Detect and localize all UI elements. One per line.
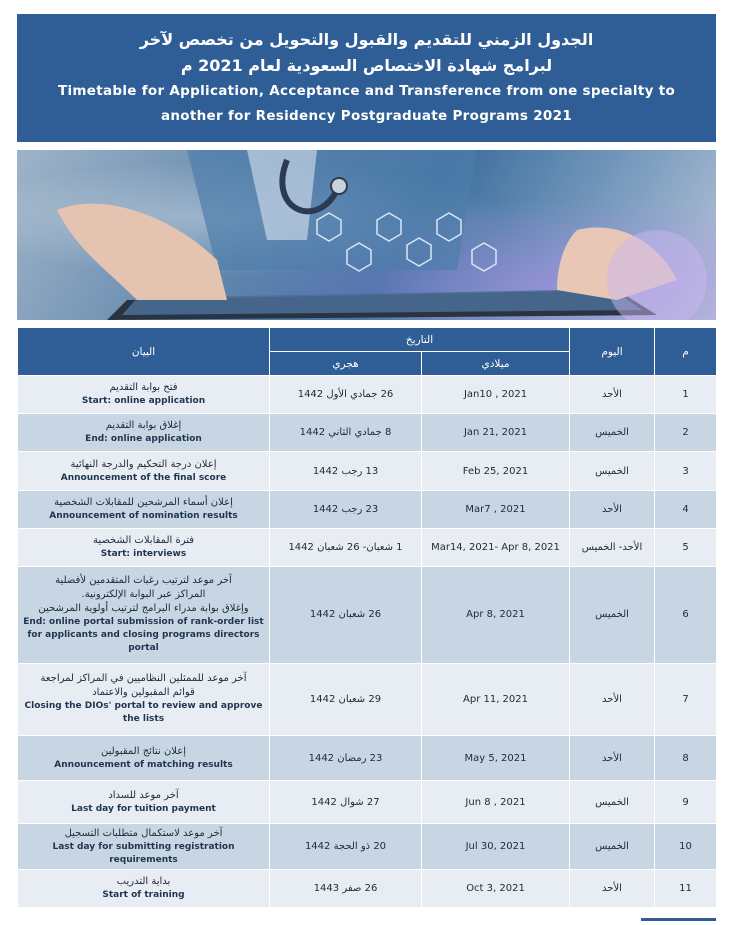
description-arabic: فتح بوابة التقديم bbox=[109, 382, 178, 394]
timetable bbox=[17, 327, 717, 908]
gregorian-date: Jan 21, 2021 bbox=[422, 414, 570, 452]
hijri-date: 1 شعبان- 26 شعبان 1442 bbox=[270, 528, 422, 566]
description-english: End: online portal submission of rank-order list for applicants and closing programs directors portal bbox=[23, 617, 264, 654]
title-arabic-line1: الجدول الزمني للتقديم والقبول والتحويل من تخصص لآخر bbox=[139, 30, 594, 49]
header-statement: البيان bbox=[18, 328, 270, 376]
hijri-date: 8 جمادي الثاني 1442 bbox=[270, 414, 422, 452]
description-arabic: آخر موعد لترتيب رغبات المتقدمين لأفضلية المراكز عبر البوابة الإلكترونية. وإغلاق بوابة مدراء البرامج لترتيب أولوية المرشحين bbox=[38, 575, 249, 615]
row-number: 8 bbox=[655, 735, 717, 780]
description-arabic: فترة المقابلات الشخصية bbox=[92, 534, 195, 546]
table-row bbox=[18, 528, 717, 566]
table-row bbox=[18, 567, 717, 664]
day: الخميس bbox=[570, 452, 655, 490]
table-row bbox=[18, 781, 717, 824]
header-day: اليوم bbox=[570, 328, 655, 376]
footer-accent-line bbox=[641, 918, 716, 921]
description-english: Closing the DIOs' portal to review and approve the lists bbox=[24, 701, 263, 725]
hijri-date: 20 ذو الحجة 1442 bbox=[270, 824, 422, 869]
gregorian-date: May 5, 2021 bbox=[422, 735, 570, 780]
table-row bbox=[18, 414, 717, 452]
gregorian-date: Jan10 , 2021 bbox=[422, 376, 570, 414]
row-number: 1 bbox=[655, 376, 717, 414]
header-date: التاريخ bbox=[270, 328, 570, 352]
description-english: Announcement of matching results bbox=[54, 759, 233, 770]
row-number: 9 bbox=[655, 781, 717, 824]
description-arabic: إعلان نتائج المقبولين bbox=[100, 745, 187, 757]
title-english-line1: Timetable for Application, Acceptance and Transference from one specialty to bbox=[57, 83, 676, 99]
table-row bbox=[18, 869, 717, 907]
row-number: 5 bbox=[655, 528, 717, 566]
title-arabic-line2: لبرامج شهادة الاختصاص السعودية لعام 2021 م bbox=[180, 56, 553, 75]
row-number: 4 bbox=[655, 490, 717, 528]
hijri-date: 29 شعبان 1442 bbox=[270, 663, 422, 735]
hijri-date: 26 جمادي الأول 1442 bbox=[270, 376, 422, 414]
table-row bbox=[18, 735, 717, 780]
medical-tablet-illustration bbox=[17, 150, 716, 320]
description-english: Announcement of nomination results bbox=[49, 510, 238, 521]
day: الخميس bbox=[570, 567, 655, 664]
day: الأحد bbox=[570, 663, 655, 735]
header-gregorian: ميلادي bbox=[422, 352, 570, 376]
hijri-date: 26 صفر 1443 bbox=[270, 869, 422, 907]
description-arabic: إعلان أسماء المرشحين للمقابلات الشخصية bbox=[54, 496, 233, 508]
row-number: 3 bbox=[655, 452, 717, 490]
header-number: م bbox=[655, 328, 717, 376]
day: الأحد bbox=[570, 376, 655, 414]
title-english-line2: another for Residency Postgraduate Programs 2021 bbox=[160, 108, 573, 124]
gregorian-date: Feb 25, 2021 bbox=[422, 452, 570, 490]
description-arabic: إغلاق بوابة التقديم bbox=[105, 420, 182, 432]
gregorian-date: Oct 3, 2021 bbox=[422, 869, 570, 907]
description-arabic: آخر موعد للسداد bbox=[108, 789, 179, 801]
hijri-date: 23 رجب 1442 bbox=[270, 490, 422, 528]
table-row bbox=[18, 452, 717, 490]
description-english: Last day for submitting registration requirements bbox=[52, 841, 235, 865]
table-row bbox=[18, 824, 717, 869]
description-arabic: بداية التدريب bbox=[116, 875, 171, 887]
title-banner bbox=[17, 14, 716, 142]
day: الأحد- الخميس bbox=[570, 528, 655, 566]
hijri-date: 27 شوال 1442 bbox=[270, 781, 422, 824]
table-row bbox=[18, 490, 717, 528]
day: الخميس bbox=[570, 414, 655, 452]
row-number: 7 bbox=[655, 663, 717, 735]
hijri-date: 23 رمضان 1442 bbox=[270, 735, 422, 780]
row-number: 2 bbox=[655, 414, 717, 452]
description-arabic: إعلان درجة التحكيم والدرجة النهائية bbox=[70, 458, 217, 470]
gregorian-date: Mar14, 2021- Apr 8, 2021 bbox=[422, 528, 570, 566]
header-hijri: هجري bbox=[270, 352, 422, 376]
hero-image bbox=[17, 150, 716, 320]
description-english: Start: interviews bbox=[100, 548, 187, 559]
description-arabic: آخر موعد للممثلين النظاميين في المراكز لمراجعة قوائم المقبولين والاعتماد bbox=[40, 673, 247, 699]
hijri-date: 13 رجب 1442 bbox=[270, 452, 422, 490]
day: الخميس bbox=[570, 781, 655, 824]
description-english: Last day for tuition payment bbox=[71, 803, 216, 814]
gregorian-date: Mar7 , 2021 bbox=[422, 490, 570, 528]
description-english: End: online application bbox=[85, 434, 202, 445]
table-row bbox=[18, 376, 717, 414]
day: الأحد bbox=[570, 869, 655, 907]
gregorian-date: Apr 11, 2021 bbox=[422, 663, 570, 735]
row-number: 11 bbox=[655, 869, 717, 907]
gregorian-date: Jun 8 , 2021 bbox=[422, 781, 570, 824]
day: الأحد bbox=[570, 490, 655, 528]
row-number: 6 bbox=[655, 567, 717, 664]
gregorian-date: Jul 30, 2021 bbox=[422, 824, 570, 869]
table-row bbox=[18, 663, 717, 735]
row-number: 10 bbox=[655, 824, 717, 869]
description-english: Start: online application bbox=[81, 396, 206, 407]
gregorian-date: Apr 8, 2021 bbox=[422, 567, 570, 664]
description-english: Announcement of the final score bbox=[60, 472, 227, 483]
hijri-date: 26 شعبان 1442 bbox=[270, 567, 422, 664]
description-english: Start of training bbox=[102, 889, 185, 900]
day: الأحد bbox=[570, 735, 655, 780]
day: الخميس bbox=[570, 824, 655, 869]
description-arabic: آخر موعد لاستكمال متطلبات التسجيل bbox=[64, 827, 223, 839]
